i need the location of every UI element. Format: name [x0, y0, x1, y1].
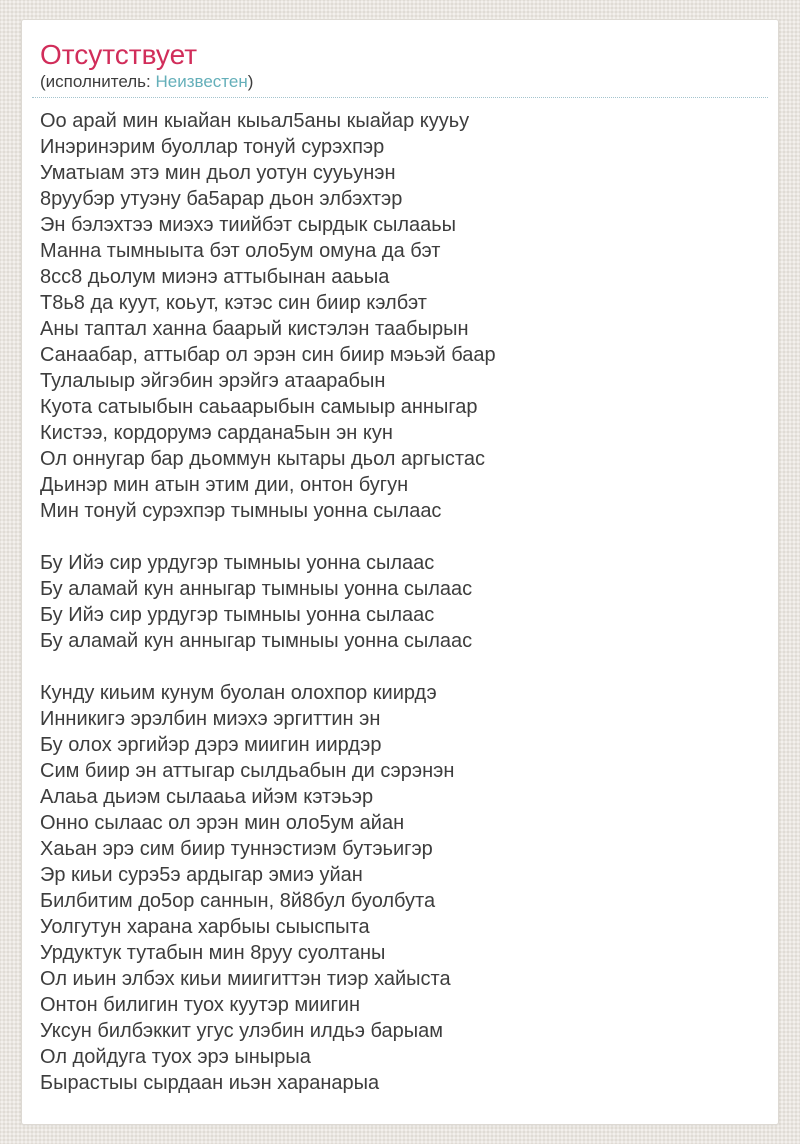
lyric-line: Ол дойдуга туох эрэ ынырыа [40, 1046, 311, 1068]
lyric-line: Санаабар, аттыбар ол эрэн син биир мэьэй баар [40, 344, 496, 366]
artist-label: (исполнитель: [40, 72, 156, 91]
artist-suffix: ) [247, 72, 254, 91]
lyric-line: Хаьан эрэ сим биир туннэстиэм бутэьигэр [40, 838, 433, 860]
artist-line [40, 71, 760, 92]
lyric-line: Уматыам этэ мин дьол уотун сууьунэн [40, 162, 396, 184]
lyric-line: Бу аламай кун анныгар тымныы уонна сылаас [40, 578, 473, 600]
lyric-line: Бырастыы сырдаан иьэн харанарыа [40, 1072, 380, 1094]
lyric-line: Т8ь8 да куут, коьут, кэтэс син биир кэлбэт [40, 292, 427, 314]
lyric-line: Инэринэрим буоллар тонуй сурэхпэр [40, 136, 385, 158]
lyric-line: Бу аламай кун анныгар тымныы уонна сылаас [40, 630, 473, 652]
lyric-line: Эр киьи сурэ5э ардыгар эмиэ уйан [40, 864, 363, 886]
lyric-line: Бу Ийэ сир урдугэр тымныы уонна сылаас [40, 604, 435, 626]
lyric-line: Уксун билбэккит угус улэбин илдьэ барыам [40, 1020, 443, 1042]
lyric-line: Уолгутун харана харбыы сыыспыта [40, 916, 370, 938]
lyric-line: Мин тонуй сурэхпэр тымныы уонна сылаас [40, 500, 442, 522]
lyric-line: 8сс8 дьолум миэнэ аттыбынан ааьыа [40, 266, 390, 288]
lyric-line: Бу олох эргийэр дэрэ миигин иирдэр [40, 734, 382, 756]
stanza-chorus [40, 550, 760, 654]
lyric-line: Тулалыыр эйгэбин эрэйгэ атаарабын [40, 370, 386, 392]
lyric-line: Урдуктук тутабын мин 8руу суолтаны [40, 942, 386, 964]
lyric-line: Билбитим до5ор саннын, 8й8бул буолбута [40, 890, 436, 912]
artist-link[interactable]: Неизвестен [155, 72, 248, 91]
lyric-line: Оо арай мин кыайан кыьал5аны кыайар кууьу [40, 110, 470, 132]
lyric-line: Инникигэ эрэлбин миэхэ эргиттин эн [40, 708, 381, 730]
lyric-line: Онно сылаас ол эрэн мин оло5ум айан [40, 812, 405, 834]
lyric-line: Кистээ, кордорумэ сардана5ын эн кун [40, 422, 393, 444]
lyric-line: Манна тымныыта бэт оло5ум омуна да бэт [40, 240, 441, 262]
lyric-line: Эн бэлэхтээ миэхэ тиийбэт сырдык сылааьы [40, 214, 457, 236]
lyric-line: Куота сатыыбын саьаарыбын самыыр анныгар [40, 396, 478, 418]
stanza-verse-1 [40, 108, 760, 524]
lyric-line: Кунду киьим кунум буолан олохпор киирдэ [40, 682, 437, 704]
lyric-line: Ол оннугар бар дьоммун кытары дьол аргыстас [40, 448, 485, 470]
lyrics-text [32, 98, 768, 1096]
lyric-line: Онтон билигин туох куутэр миигин [40, 994, 361, 1016]
lyric-line: Алаьа дьиэм сылааьа ийэм кэтэьэр [40, 786, 374, 808]
lyrics-card [21, 19, 779, 1125]
lyric-line: Бу Ийэ сир урдугэр тымныы уонна сылаас [40, 552, 435, 574]
stanza-verse-2 [40, 680, 760, 1096]
lyric-line: 8руубэр утуэну ба5арар дьон элбэхтэр [40, 188, 403, 210]
page-title: Отсутствует [40, 39, 198, 70]
lyric-line: Сим биир эн аттыгар сылдьабын ди сэрэнэн [40, 760, 455, 782]
lyric-line: Аны таптал ханна баарый кистэлэн таабырын [40, 318, 469, 340]
lyric-line: Дьинэр мин атын этим дии, онтон бугун [40, 474, 409, 496]
header [32, 39, 768, 98]
lyric-line: Ол иьин элбэх киьи миигиттэн тиэр хайыста [40, 968, 451, 990]
